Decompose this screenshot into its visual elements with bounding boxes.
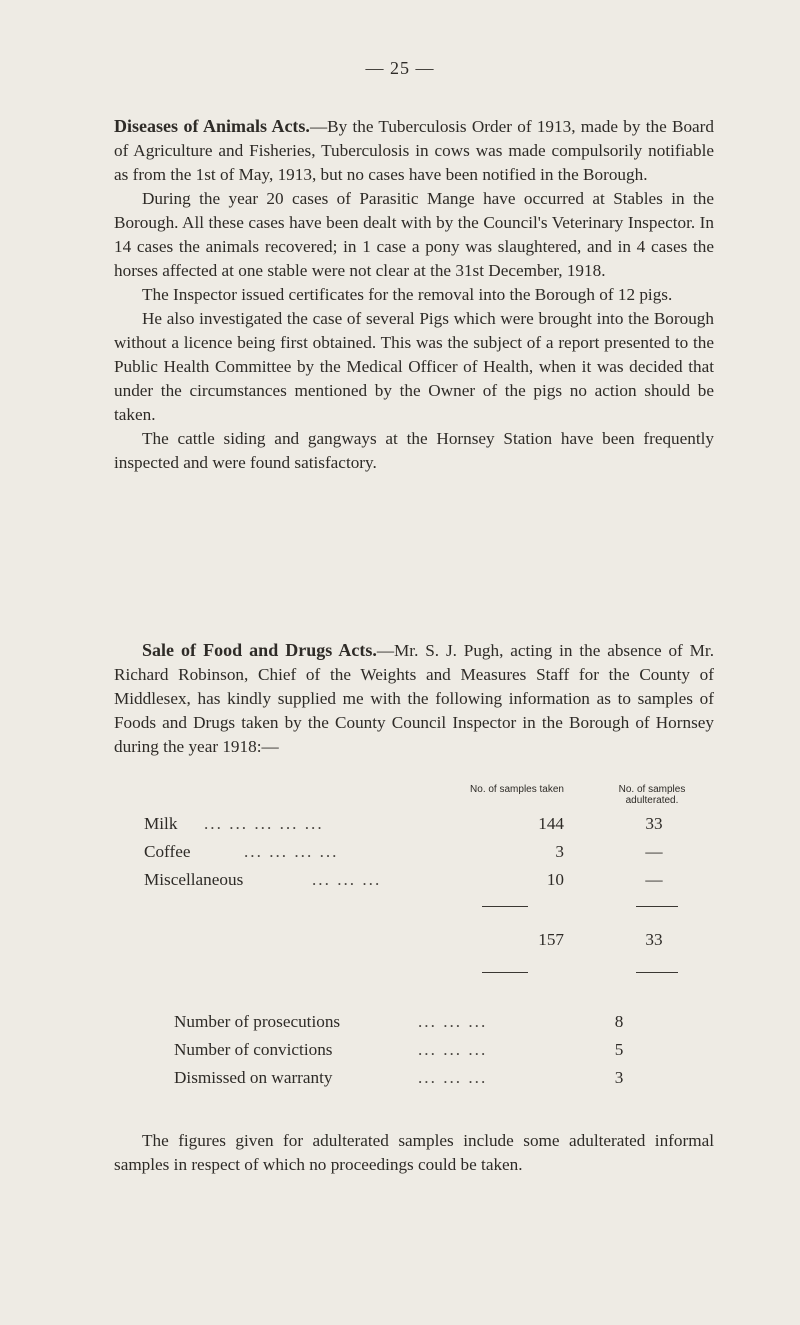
prosecution-label: Number of prosecutions (174, 1012, 341, 1031)
row-label: Milk (144, 814, 178, 833)
diseases-of-animals-section (114, 114, 714, 475)
mange-paragraph: During the year 20 cases of Parasitic Mange have occurred at Stables in the Borough. All these cases have been dealt with by the Council's Veterinary Inspector. In 14 cases the animals recovered; in 1 case a pony was slaughtered, and in 4 cases the horses affected at one stable were not clear at the 31st December, 1918. (114, 189, 714, 280)
closing-section (114, 1129, 714, 1177)
food-intro-paragraph (114, 638, 714, 759)
row-label: Miscellaneous (144, 870, 244, 889)
prosecution-value: 3 (614, 1068, 624, 1087)
convictions-row (174, 1038, 634, 1062)
food-heading: Sale of Food and Drugs Acts. (142, 640, 377, 660)
food-intro-text: —Mr. S. J. Pugh, acting in the absence of Mr. Richard Robinson, Chief of the Weights and Measures Staff for the County of Middlesex, has kindly supplied me with the following information as to samples of Foods and Drugs taken by the County Council Inspector in the Borough of Hornsey during the year 1918:— (114, 641, 714, 756)
leader-dots: ... ... ... ... ... (204, 814, 324, 833)
animals-intro-text: —By the Tuberculosis Order of 1913, made by the Board of Agriculture and Fisheries, Tuberculosis in cows was made compulsorily notifiable as from the 1st of May, 1913, but no cases have been notified in the Borough. (114, 117, 714, 184)
table-row-total (144, 928, 714, 952)
subtotal-rule-adulterated (636, 906, 678, 907)
table-row-coffee (144, 840, 714, 864)
cattle-siding-paragraph: The cattle siding and gangways at the Hornsey Station have been frequently inspected and were found satisfactory. (114, 429, 714, 472)
prosecution-label: Number of convictions (174, 1040, 333, 1059)
prosecution-value: 5 (614, 1040, 624, 1059)
prosecutions-row (174, 1010, 634, 1034)
table-row-milk (144, 812, 714, 836)
food-and-drugs-section (114, 638, 714, 759)
samples-adulterated-value: 33 (645, 814, 663, 833)
prosecution-value: 8 (614, 1012, 624, 1031)
column-header-samples-adulterated: No. of samples adulterated. (618, 784, 686, 806)
closing-paragraph: The figures given for adulterated samples include some adulterated informal samples in respect of which no proceedings could be taken. (114, 1131, 714, 1174)
animals-heading: Diseases of Animals Acts. (114, 116, 310, 136)
row-label: Coffee (144, 842, 191, 861)
leader-dots: ... ... ... (418, 1040, 488, 1059)
subtotal-rule-taken (482, 906, 528, 907)
samples-taken-value: 3 (555, 842, 564, 861)
samples-taken-value: 10 (546, 870, 564, 889)
pig-certificates-paragraph: The Inspector issued certificates for the removal into the Borough of 12 pigs. (142, 285, 673, 304)
dismissed-row (174, 1066, 634, 1090)
total-rule-adulterated (636, 972, 678, 973)
column-header-samples-taken: No. of samples taken (470, 784, 564, 795)
samples-taken-value: 144 (538, 814, 564, 833)
leader-dots: ... ... ... (418, 1068, 488, 1087)
total-samples-adulterated: 33 (645, 930, 663, 949)
samples-adulterated-value: — (645, 870, 663, 889)
table-row-miscellaneous (144, 868, 714, 892)
leader-dots: ... ... ... (312, 870, 382, 889)
total-samples-taken: 157 (538, 930, 564, 949)
leader-dots: ... ... ... ... (244, 842, 339, 861)
samples-adulterated-value: — (645, 842, 663, 861)
prosecution-label: Dismissed on warranty (174, 1068, 333, 1087)
animals-intro-paragraph (114, 114, 714, 187)
total-rule-taken (482, 972, 528, 973)
page-number: — 25 — (365, 58, 435, 78)
leader-dots: ... ... ... (418, 1012, 488, 1031)
pig-investigation-paragraph: He also investigated the case of several Pigs which were brought into the Borough without a licence being first obtained. This was the subject of a report presented to the Public Health Committee by the Medical Officer of Health, when it was decided that under the circumstances mentioned by the Owner of the pigs no action should be taken. (114, 309, 714, 424)
